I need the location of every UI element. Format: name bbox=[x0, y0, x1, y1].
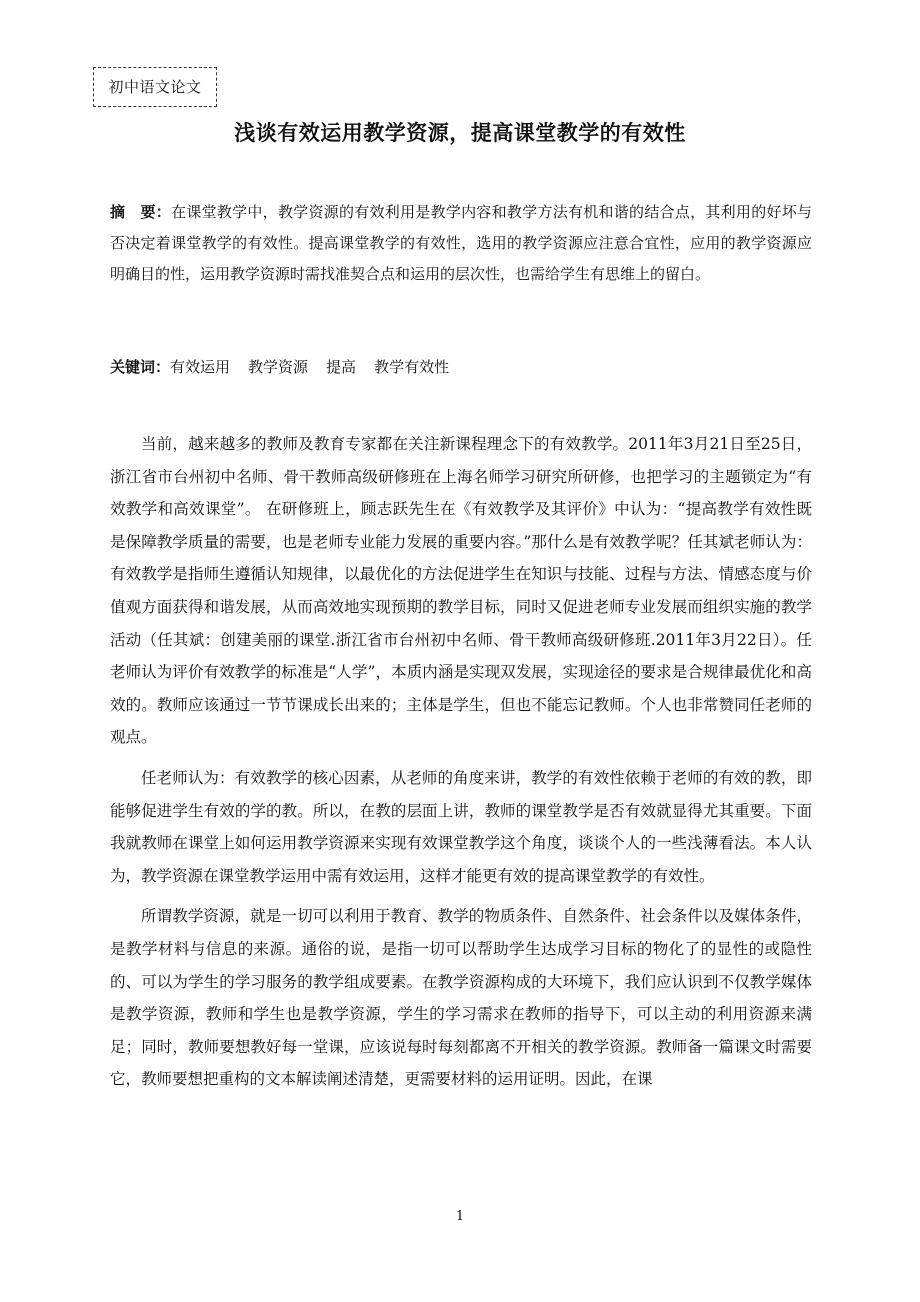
page-number: 1 bbox=[455, 1209, 465, 1224]
keyword-item: 教学有效性 bbox=[374, 358, 450, 376]
keywords-label: 关键词： bbox=[110, 358, 171, 376]
category-tag: 初中语文论文 bbox=[93, 67, 217, 107]
paper-title: 浅谈有效运用教学资源，提高课堂教学的有效性 bbox=[234, 121, 686, 145]
body-paragraph-2: 任老师认为：有效教学的核心因素，从老师的角度来讲，教学的有效性依赖于老师的有效的教，即能够促进学生有效的学的教。所以，在教的层面上讲，教师的课堂教学是否有效就显得尤其重要。下面我就教师在课堂上如何运用教学资源来实现有效课堂教学这个角度，谈谈个人的一些浅薄看法。本人认为，教学资源在课堂教学运用中需有效运用，这样才能更有效的提高课堂教学的有效性。 bbox=[110, 768, 812, 885]
body-text bbox=[110, 428, 812, 1104]
abstract-section bbox=[110, 197, 812, 290]
keyword-item: 有效运用 bbox=[170, 358, 231, 376]
keyword-item: 教学资源 bbox=[248, 358, 309, 376]
keyword-item: 提高 bbox=[326, 358, 357, 376]
body-paragraph-1: 当前，越来越多的教师及教育专家都在关注新课程理念下的有效教学。2011年3月21日至25日，浙江省市台州初中名师、骨干教师高级研修班在上海名师学习研究所研修，也把学习的主题锁定为“有效教学和高效课堂”。 在研修班上，顾志跃先生在《有效教学及其评价》中认为：“提高教学有效性既是保障教学质量的需要，也是老师专业能力发展的重要内容。”那什么是有效教学呢？任其斌老师认为：有效教学是指师生遵循认知规律，以最优化的方法促进学生在知识与技能、过程与方法、情感态度与价值观方面获得和谐发展，从而高效地实现预期的教学目标，同时又促进老师专业发展而组织实施的教学活动（任其斌：创建美丽的课堂.浙江省市台州初中名师、骨干教师高级研修班.2011年3月22日）。任老师认为评价有效教学的标准是“人学”，本质内涵是实现双发展，实现途径的要求是合规律最优化和高效的。教师应该通过一节节课成长出来的；主体是学生，但也不能忘记教师。个人也非常赞同任老师的观点。 bbox=[110, 435, 812, 747]
abstract-text: 在课堂教学中，教学资源的有效利用是教学内容和教学方法有机和谐的结合点，其利用的好坏与否决定着课堂教学的有效性。提高课堂教学的有效性，选用的教学资源应注意合宜性，应用的教学资源应明确目的性，运用教学资源时需找准契合点和运用的层次性，也需给学生有思维上的留白。 bbox=[110, 203, 812, 283]
abstract-label: 摘 要： bbox=[110, 203, 172, 221]
keywords-section bbox=[110, 352, 812, 382]
body-paragraph-3: 所谓教学资源，就是一切可以利用于教育、教学的物质条件、自然条件、社会条件以及媒体条件，是教学材料与信息的来源。通俗的说，是指一切可以帮助学生达成学习目标的物化了的显性的或隐性的、可以为学生的学习服务的教学组成要素。在教学资源构成的大环境下，我们应认识到不仅教学媒体是教学资源，教师和学生也是教学资源，学生的学习需求在教师的指导下，可以主动的利用资源来满足；同时，教师要想教好每一堂课，应该说每时每刻都离不开相关的教学资源。教师备一篇课文时需要它，教师要想把重构的文本解读阐述清楚，更需要材料的运用证明。因此，在课 bbox=[110, 907, 812, 1089]
